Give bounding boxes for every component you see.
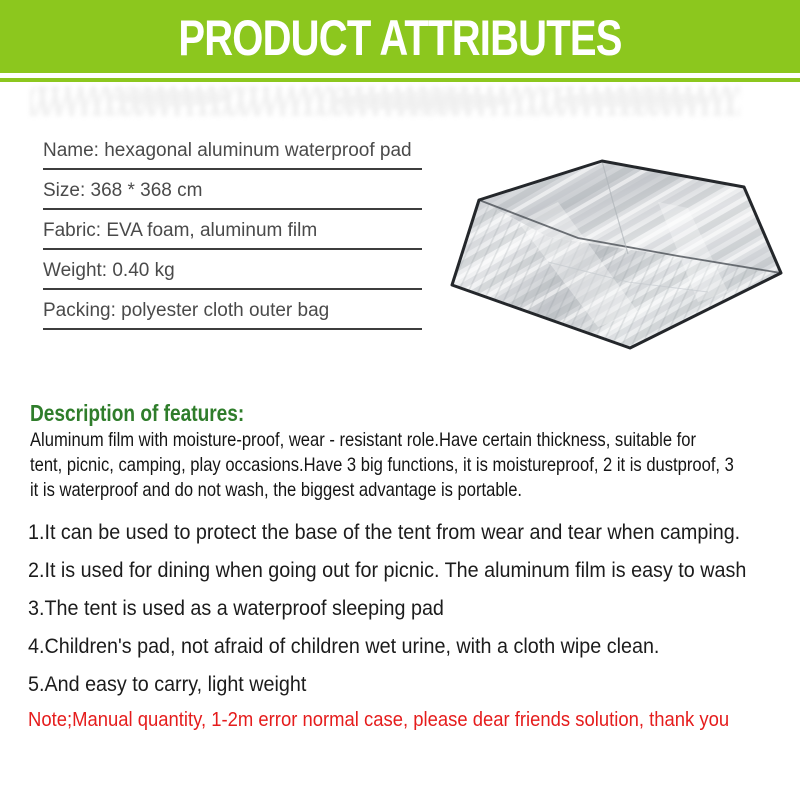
page-title: PRODUCT ATTRIBUTES <box>178 10 622 66</box>
feature-item-4: 4.Children's pad, not afraid of children wet urine, with a cloth wipe clean. <box>28 635 660 658</box>
paragraph-line: Aluminum film with moisture-proof, wear - resistant role.Have certain thickness, suitable for <box>30 429 697 451</box>
attribute-row-size: Size: 368 * 368 cm <box>43 170 422 210</box>
attribute-row-name: Name: hexagonal aluminum waterproof pad <box>43 130 422 170</box>
attribute-row-weight: Weight: 0.40 kg <box>43 250 422 290</box>
feature-list <box>28 522 800 712</box>
aluminum-pad-illustration <box>428 142 798 372</box>
feature-item-5: 5.And easy to carry, light weight <box>28 673 307 696</box>
product-image <box>428 142 798 372</box>
feature-item-3: 3.The tent is used as a waterproof sleeping pad <box>28 597 444 620</box>
faded-watermark-texture <box>30 86 740 116</box>
paragraph-line: tent, picnic, camping, play occasions.Have 3 big functions, it is moistureproof, 2 it is dustproof, 3 <box>30 454 734 476</box>
attribute-row-packing: Packing: polyester cloth outer bag <box>43 290 422 330</box>
banner <box>0 0 800 73</box>
features-heading: Description of features: <box>30 400 245 426</box>
attribute-list <box>43 130 422 330</box>
banner-underline <box>0 78 800 82</box>
feature-item-2: 2.It is used for dining when going out for picnic. The aluminum film is easy to wash <box>28 559 747 582</box>
features-paragraph <box>30 428 800 503</box>
note-text: Note;Manual quantity, 1-2m error normal case, please dear friends solution, thank you <box>28 708 730 731</box>
attribute-row-fabric: Fabric: EVA foam, aluminum film <box>43 210 422 250</box>
feature-item-1: 1.It can be used to protect the base of the tent from wear and tear when camping. <box>28 521 741 544</box>
paragraph-line: it is waterproof and do not wash, the biggest advantage is portable. <box>30 479 523 501</box>
